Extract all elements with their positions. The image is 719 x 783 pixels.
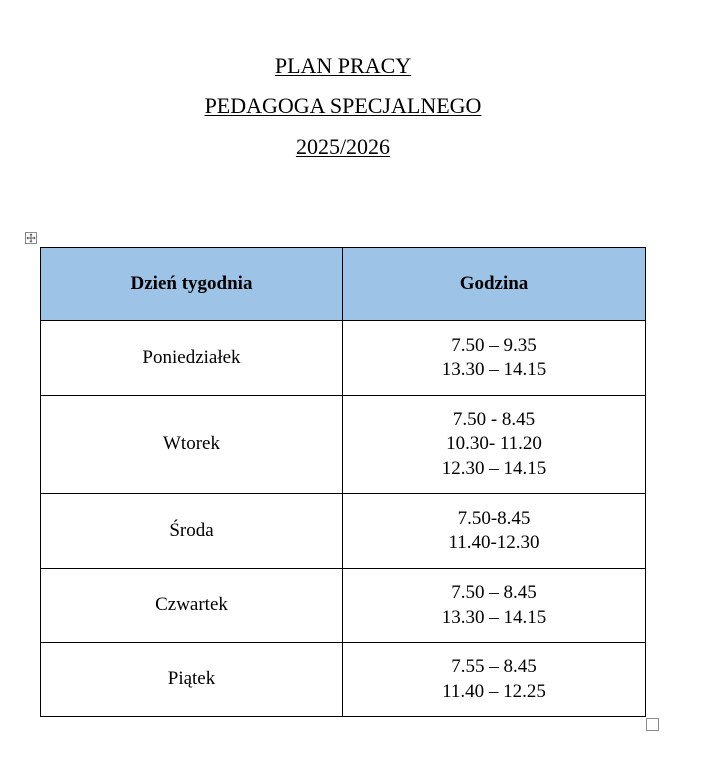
time-cell bbox=[343, 494, 646, 569]
resize-handle-icon[interactable] bbox=[646, 718, 659, 731]
table-row bbox=[41, 396, 646, 494]
day-cell: Środa bbox=[41, 494, 343, 569]
time-range: 12.30 – 14.15 bbox=[441, 457, 547, 479]
move-icon bbox=[26, 233, 36, 243]
time-range: 11.40-12.30 bbox=[448, 532, 540, 553]
title-line-1: PLAN PRACY bbox=[274, 53, 412, 78]
title-line-3: 2025/2026 bbox=[295, 134, 391, 159]
time-range: 7.50 - 8.45 bbox=[452, 408, 536, 430]
document-title bbox=[0, 53, 686, 79]
time-range: 7.50 – 9.35 bbox=[451, 334, 537, 356]
time-cell bbox=[343, 396, 646, 494]
time-range: 11.40 – 12.25 bbox=[442, 680, 546, 702]
table-row bbox=[41, 643, 646, 717]
header-time: Godzina bbox=[343, 248, 646, 321]
table-row bbox=[41, 494, 646, 569]
document-subtitle bbox=[0, 93, 686, 119]
time-range: 7.55 – 8.45 bbox=[451, 656, 537, 677]
table-row bbox=[41, 321, 646, 396]
time-range: 13.30 – 14.15 bbox=[441, 359, 547, 380]
day-cell: Piątek bbox=[41, 643, 343, 717]
day-cell: Czwartek bbox=[41, 569, 343, 643]
day-cell: Wtorek bbox=[41, 396, 343, 494]
day-cell: Poniedziałek bbox=[41, 321, 343, 396]
table-move-handle[interactable] bbox=[25, 232, 37, 244]
time-range: 7.50-8.45 bbox=[457, 507, 531, 529]
header-day: Dzień tygodnia bbox=[41, 248, 343, 321]
time-range: 7.50 – 8.45 bbox=[451, 582, 537, 603]
time-range: 13.30 – 14.15 bbox=[441, 606, 547, 628]
schedule-table bbox=[40, 247, 646, 717]
time-cell bbox=[343, 569, 646, 643]
table-header-row bbox=[41, 248, 646, 321]
time-cell bbox=[343, 643, 646, 717]
table-row bbox=[41, 569, 646, 643]
time-range: 10.30- 11.20 bbox=[446, 433, 542, 455]
document-year bbox=[0, 134, 686, 160]
time-cell bbox=[343, 321, 646, 396]
title-line-2: PEDAGOGA SPECJALNEGO bbox=[204, 93, 482, 118]
